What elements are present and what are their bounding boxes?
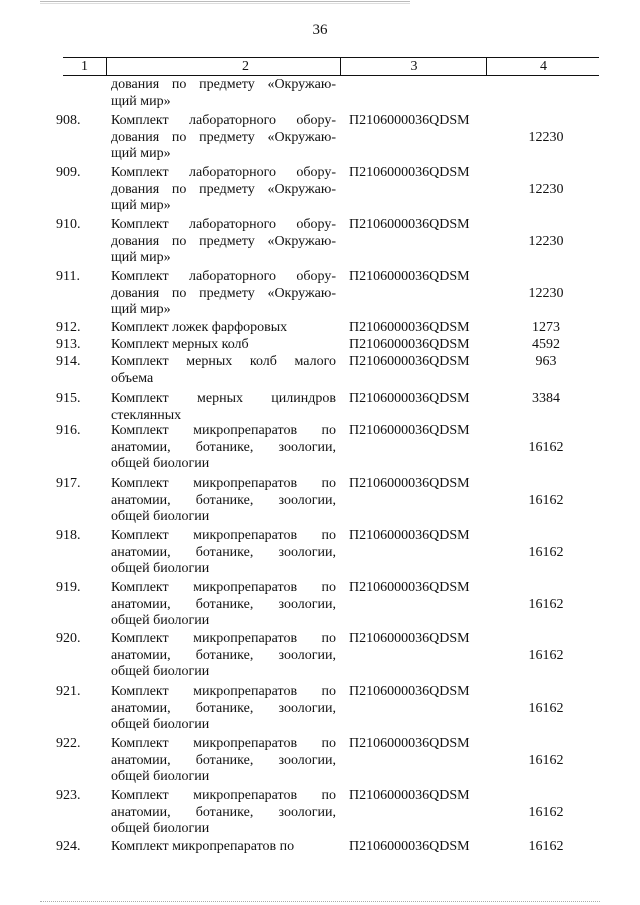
item-name-line: анатомии, ботанике, зоологии, <box>111 700 336 716</box>
item-number: 917. <box>56 476 81 491</box>
item-quantity: 3384 <box>532 391 560 406</box>
item-quantity: 12230 <box>528 285 564 301</box>
item-name-line: Комплект микропрепаратов по <box>111 476 336 491</box>
item-number: 920. <box>56 631 81 646</box>
column-header-4: 4 <box>486 58 600 75</box>
item-quantity: 16162 <box>528 804 564 820</box>
item-name <box>111 217 336 267</box>
item-quantity: 12230 <box>528 233 564 249</box>
item-name <box>111 354 336 387</box>
item-name <box>111 580 336 630</box>
item-name-line: Комплект мерных колб <box>111 337 249 352</box>
item-quantity: 16162 <box>528 492 564 508</box>
item-name-line: общей биологии <box>111 613 210 629</box>
item-name-line: общей биологии <box>111 456 210 472</box>
item-name <box>111 77 336 110</box>
item-name <box>111 269 336 319</box>
item-name-line: общей биологии <box>111 664 210 680</box>
item-quantity: 16162 <box>528 647 564 663</box>
item-name <box>111 476 336 526</box>
item-name-line: анатомии, ботанике, зоологии, <box>111 647 336 663</box>
item-name-line: Комплект мерных цилиндров <box>111 391 336 406</box>
item-name-line: щий мир» <box>111 302 171 318</box>
item-name-line: Комплект микропрепаратов по <box>111 631 336 646</box>
item-code: П2106000036QDSM <box>349 788 470 803</box>
item-code: П2106000036QDSM <box>349 165 470 180</box>
item-code: П2106000036QDSM <box>349 839 470 854</box>
item-name <box>111 165 336 215</box>
item-code: П2106000036QDSM <box>349 337 470 352</box>
item-name-line: анатомии, ботанике, зоологии, <box>111 752 336 768</box>
item-name-line: Комплект микропрепаратов по <box>111 736 336 751</box>
item-name <box>111 423 336 473</box>
item-name-line: объема <box>111 370 154 386</box>
item-number: 913. <box>56 337 81 352</box>
item-name-line: Комплект лабораторного обору- <box>111 113 336 128</box>
item-name <box>111 631 336 681</box>
item-number: 910. <box>56 217 81 232</box>
item-name-line: Комплект микропрепаратов по <box>111 528 336 543</box>
item-code: П2106000036QDSM <box>349 113 470 128</box>
item-name-line: анатомии, ботанике, зоологии, <box>111 596 336 612</box>
item-name-line: общей биологии <box>111 769 210 785</box>
item-name-line: щий мир» <box>111 93 171 109</box>
item-code: П2106000036QDSM <box>349 476 470 491</box>
item-name-line: Комплект микропрепаратов по <box>111 684 336 699</box>
item-number: 915. <box>56 391 81 406</box>
item-code: П2106000036QDSM <box>349 217 470 232</box>
item-name-line: Комплект ложек фарфоровых <box>111 320 288 335</box>
column-header-2: 2 <box>106 58 384 75</box>
item-code: П2106000036QDSM <box>349 736 470 751</box>
item-number: 912. <box>56 320 81 335</box>
item-name-line: дования по предмету «Окружаю- <box>111 181 336 197</box>
scan-edge-line <box>40 901 600 902</box>
item-code: П2106000036QDSM <box>349 354 470 369</box>
item-name-line: анатомии, ботанике, зоологии, <box>111 492 336 508</box>
table-header <box>63 57 599 76</box>
item-name-line: анатомии, ботанике, зоологии, <box>111 804 336 820</box>
item-number: 914. <box>56 354 81 369</box>
item-name-line: общей биологии <box>111 509 210 525</box>
item-name-line: стеклянных <box>111 407 182 423</box>
item-name-line: дования по предмету «Окружаю- <box>111 233 336 249</box>
item-number: 916. <box>56 423 81 438</box>
item-quantity: 1273 <box>532 320 560 335</box>
item-quantity: 16162 <box>528 839 564 854</box>
item-code: П2106000036QDSM <box>349 684 470 699</box>
item-quantity: 16162 <box>528 439 564 455</box>
item-name <box>111 320 336 337</box>
item-number: 918. <box>56 528 81 543</box>
item-name-line: Комплект мерных колб малого <box>111 354 336 369</box>
item-name-line: Комплект лабораторного обору- <box>111 165 336 180</box>
item-name <box>111 391 336 424</box>
item-name-line: анатомии, ботанике, зоологии, <box>111 544 336 560</box>
item-quantity: 16162 <box>528 544 564 560</box>
item-code: П2106000036QDSM <box>349 269 470 284</box>
item-name <box>111 788 336 838</box>
item-number: 911. <box>56 269 80 284</box>
item-name-line: дования по предмету «Окружаю- <box>111 285 336 301</box>
item-name-line: щий мир» <box>111 250 171 266</box>
item-name-line: дования по предмету «Окружаю- <box>111 129 336 145</box>
item-code: П2106000036QDSM <box>349 423 470 438</box>
item-number: 909. <box>56 165 81 180</box>
item-name <box>111 113 336 163</box>
item-name <box>111 528 336 578</box>
item-number: 923. <box>56 788 81 803</box>
item-quantity: 16162 <box>528 700 564 716</box>
item-name <box>111 839 336 856</box>
item-number: 924. <box>56 839 81 854</box>
item-quantity: 12230 <box>528 129 564 145</box>
column-header-1: 1 <box>81 59 88 74</box>
item-quantity: 12230 <box>528 181 564 197</box>
column-header-3: 3 <box>340 58 487 75</box>
item-name-line: дования по предмету «Окружаю- <box>111 77 336 92</box>
item-name <box>111 736 336 786</box>
scan-edge-line <box>40 3 410 4</box>
item-name-line: Комплект микропрепаратов по <box>111 788 336 803</box>
item-code: П2106000036QDSM <box>349 391 470 406</box>
item-name-line: Комплект лабораторного обору- <box>111 217 336 232</box>
item-code: П2106000036QDSM <box>349 580 470 595</box>
item-quantity: 963 <box>535 354 557 369</box>
item-name <box>111 337 336 354</box>
item-name-line: Комплект микропрепаратов по <box>111 839 295 854</box>
item-code: П2106000036QDSM <box>349 631 470 646</box>
item-name-line: Комплект микропрепаратов по <box>111 423 336 438</box>
item-number: 919. <box>56 580 81 595</box>
item-name-line: Комплект лабораторного обору- <box>111 269 336 284</box>
item-number: 908. <box>56 113 81 128</box>
item-number: 921. <box>56 684 81 699</box>
item-name-line: щий мир» <box>111 198 171 214</box>
item-code: П2106000036QDSM <box>349 320 470 335</box>
item-name-line: общей биологии <box>111 717 210 733</box>
item-quantity: 16162 <box>528 596 564 612</box>
page-number: 36 <box>312 22 328 38</box>
item-name-line: Комплект микропрепаратов по <box>111 580 336 595</box>
item-name <box>111 684 336 734</box>
item-name-line: общей биологии <box>111 561 210 577</box>
item-quantity: 4592 <box>532 337 560 352</box>
item-name-line: общей биологии <box>111 821 210 837</box>
item-name-line: анатомии, ботанике, зоологии, <box>111 439 336 455</box>
item-number: 922. <box>56 736 81 751</box>
item-name-line: щий мир» <box>111 146 171 162</box>
scan-edge-line <box>40 1 410 2</box>
item-code: П2106000036QDSM <box>349 528 470 543</box>
item-quantity: 16162 <box>528 752 564 768</box>
